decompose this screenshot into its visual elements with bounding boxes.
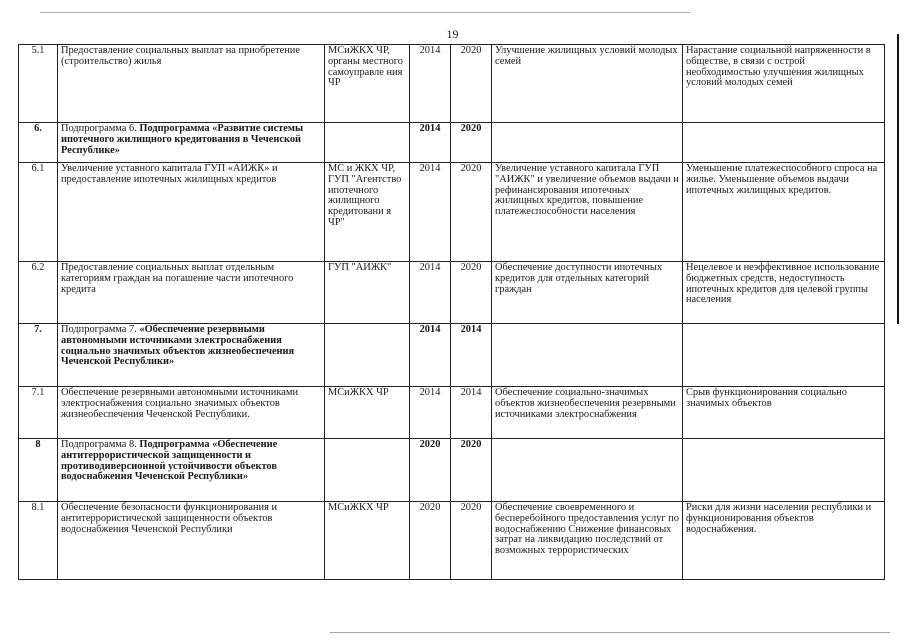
page-number: 19 (446, 27, 459, 41)
expected-result (492, 324, 683, 387)
start-year: 2014 (410, 387, 451, 439)
scan-margin-bar (897, 34, 899, 324)
subprogram-row (19, 439, 885, 502)
row-number: 6.2 (19, 262, 58, 324)
row-number: 6. (19, 123, 58, 163)
start-year: 2014 (410, 163, 451, 262)
executor (325, 439, 410, 502)
end-year: 2020 (451, 163, 492, 262)
executor: МСиЖКХ ЧР (325, 502, 410, 580)
risk: Уменьшение платежеспособного спроса на жилье. Уменьшение объемов выдачи ипотечных жилищных кредитов. (683, 163, 885, 262)
expected-result (492, 123, 683, 163)
end-year: 2014 (451, 324, 492, 387)
measure-name: Предоставление социальных выплат отдельным категориям граждан на погашение части ипотечного кредита (58, 262, 325, 324)
end-year: 2020 (451, 123, 492, 163)
executor (325, 123, 410, 163)
expected-result: Улучшение жилищных условий молодых семей (492, 45, 683, 123)
subprogram-row (19, 324, 885, 387)
table-row (19, 502, 885, 580)
risk: Нарастание социальной напряженности в обществе, в связи с острой необходимостью улучшения жилищных условий молодых семей (683, 45, 885, 123)
program-table (18, 44, 885, 580)
start-year: 2014 (410, 324, 451, 387)
subprogram-name (58, 123, 325, 163)
row-number: 6.1 (19, 163, 58, 262)
end-year: 2020 (451, 45, 492, 123)
risk: Срыв функционирования социально значимых объектов (683, 387, 885, 439)
table-row (19, 163, 885, 262)
measure-name: Обеспечение безопасности функционирования и антитеррористической защищенности объектов водоснабжения Чеченской Республики (58, 502, 325, 580)
measure-name: Обеспечение резервными автономными источниками электроснабжения социально значимых объектов жизнеобеспечения Чеченской Республики. (58, 387, 325, 439)
risk: Нецелевое и неэффективное использование бюджетных средств, недоступность ипотечных кредитов для целевой группы населения (683, 262, 885, 324)
risk: Риски для жизни населения республики и функционирования объектов водоснабжения. (683, 502, 885, 580)
subprogram-title: «Обеспечение резервными автономными источниками электроснабжения социально значимых объектов жизнеобеспечения Чеченской Республики» (61, 324, 295, 368)
expected-result: Обеспечение социально-значимых объектов жизнеобеспечения резервными источниками электроснабжения (492, 387, 683, 439)
measure-name: Увеличение уставного капитала ГУП «АИЖК» и предоставление ипотечных жилищных кредитов (58, 163, 325, 262)
subprogram-title: Подпрограмма «Обеспечение антитеррористической защищенности и противодиверсионной устойчивости объектов водоснабжения Чеченской Республики» (61, 439, 278, 483)
subprogram-name (58, 324, 325, 387)
scan-artifact-bottom (330, 632, 890, 633)
end-year: 2020 (451, 502, 492, 580)
subprogram-row (19, 123, 885, 163)
scan-artifact-top (40, 12, 690, 13)
risk (683, 324, 885, 387)
start-year: 2020 (410, 502, 451, 580)
table-row (19, 45, 885, 123)
row-number: 8.1 (19, 502, 58, 580)
table-row (19, 387, 885, 439)
expected-result: Обеспечение своевременного и бесперебойного предоставления услуг по водоснабжению Снижение финансовых затрат на ликвидацию последствий от возможных террористических (492, 502, 683, 580)
subprogram-prefix: Подпрограмма 6. (61, 123, 140, 134)
row-number: 8 (19, 439, 58, 502)
subprogram-name (58, 439, 325, 502)
row-number: 7.1 (19, 387, 58, 439)
end-year: 2020 (451, 262, 492, 324)
expected-result (492, 439, 683, 502)
row-number: 5.1 (19, 45, 58, 123)
end-year: 2014 (451, 387, 492, 439)
start-year: 2014 (410, 262, 451, 324)
expected-result: Увеличение уставного капитала ГУП "АИЖК" и увеличение объемов выдачи и рефинансирования ипотечных жилищных кредитов, повышение платежеспособности населения (492, 163, 683, 262)
measure-name: Предоставление социальных выплат на приобретение (строительство) жилья (58, 45, 325, 123)
risk (683, 439, 885, 502)
executor: МСиЖКХ ЧР, органы местного самоуправле ния ЧР (325, 45, 410, 123)
subprogram-prefix: Подпрограмма 8. (61, 439, 140, 450)
end-year: 2020 (451, 439, 492, 502)
start-year: 2020 (410, 439, 451, 502)
executor: ГУП "АИЖК" (325, 262, 410, 324)
executor (325, 324, 410, 387)
risk (683, 123, 885, 163)
executor: МСиЖКХ ЧР (325, 387, 410, 439)
start-year: 2014 (410, 45, 451, 123)
subprogram-prefix: Подпрограмма 7. (61, 324, 140, 335)
start-year: 2014 (410, 123, 451, 163)
row-number: 7. (19, 324, 58, 387)
table-row (19, 262, 885, 324)
expected-result: Обеспечение доступности ипотечных кредитов для отдельных категорий граждан (492, 262, 683, 324)
executor: МС и ЖКХ ЧР, ГУП "Агентство ипотечного жилищного кредитовани я ЧР" (325, 163, 410, 262)
subprogram-title: Подпрограмма «Развитие системы ипотечного жилищного кредитования в Чеченской Республике» (61, 123, 304, 156)
